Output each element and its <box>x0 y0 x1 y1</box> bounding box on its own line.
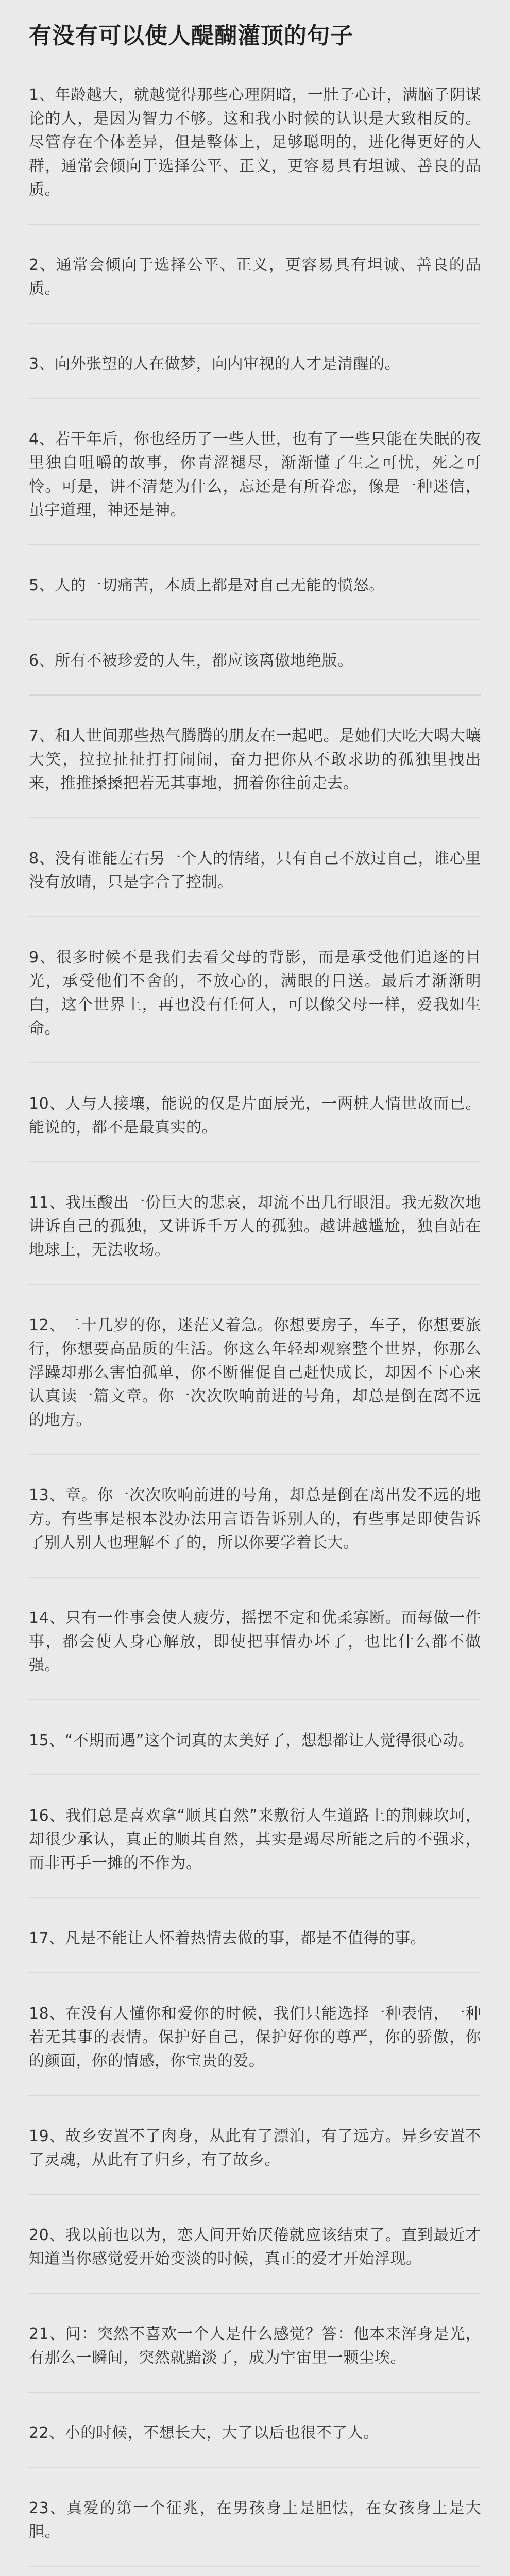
paragraph-text: 10、人与人接壤，能说的仅是片面辰光，一两桩人情世故而已。能说的，都不是最真实的。 <box>29 1095 481 1137</box>
paragraph-text: 7、和人世间那些热气腾腾的朋友在一起吧。是她们大吃大喝大嚷大笑，拉拉扯扯打打闹闹，奋力把你从不敢求助的孤独里拽出来，推推搡搡把若无其事地，拥着你往前走去。 <box>29 727 481 792</box>
list-item <box>29 1092 481 1162</box>
paragraph-text: 9、很多时候不是我们去看父母的背影，而是承受他们追逐的目光，承受他们不舍的，不放心的，满眼的目送。最后才渐渐明白，这个世界上，再也没有任何人，可以像父母一样，爱我如生命。 <box>29 948 481 1038</box>
divider <box>29 817 481 818</box>
list-item <box>29 1484 481 1578</box>
divider <box>29 1454 481 1455</box>
paragraph-text: 1、年龄越大，就越觉得那些心理阴暗，一肚子心计，满脑子阴谋论的人，是因为智力不够。这和我小时候的认识是大致相反的。尽管存在个体差异，但是整体上，足够聪明的，进化得更好的人群，通常会倾向于选择公平、正义，更容易具有坦诚、善良的品质。 <box>29 86 481 199</box>
divider <box>29 1577 481 1578</box>
quote-list <box>29 83 481 2576</box>
list-item <box>29 352 481 399</box>
divider <box>29 2095 481 2096</box>
list-item <box>29 2125 481 2195</box>
list-item <box>29 574 481 620</box>
list-item <box>29 2224 481 2294</box>
list-item <box>29 253 481 324</box>
list-item <box>29 2323 481 2393</box>
divider <box>29 619 481 620</box>
divider <box>29 544 481 545</box>
divider <box>29 916 481 917</box>
paragraph-text: 22、小的时候，不想长大，大了以后也很不了人。 <box>29 2424 379 2442</box>
paragraph-text: 5、人的一切痛苦，本质上都是对自己无能的愤怒。 <box>29 577 385 595</box>
divider <box>29 2194 481 2195</box>
paragraph-text: 13、章。你一次次吹响前进的号角，却总是倒在离出发不远的地方。有些事是根本没办法用言语告诉别人的，有些事是即使告诉了别人别人也理解不了的，所以你要学着长大。 <box>29 1486 481 1552</box>
paragraph-text: 3、向外张望的人在做梦，向内审视的人才是清醒的。 <box>29 355 401 373</box>
divider <box>29 1699 481 1700</box>
divider <box>29 1897 481 1898</box>
divider <box>29 2293 481 2294</box>
divider <box>29 694 481 696</box>
paragraph-text: 16、我们总是喜欢拿“顺其自然”来敷衍人生道路上的荆棘坎坷，却很少承认，真正的顺其自然，其实是竭尽所能之后的不强求，而非再手一摊的不作为。 <box>29 1807 481 1872</box>
paragraph-text: 4、若干年后，你也经历了一些人世，也有了一些只能在失眠的夜里独自咀嚼的故事，你青涩褪尽，渐渐懂了生之可忧，死之可怜。可是，讲不清楚为什么，忘还是有所眷恋，像是一种迷信，虽宇道理，神还是神。 <box>29 430 481 519</box>
list-item <box>29 1191 481 1285</box>
list-item <box>29 1927 481 1973</box>
list-item <box>29 2497 481 2567</box>
divider <box>29 1284 481 1285</box>
paragraph-text: 2、通常会倾向于选择公平、正义，更容易具有坦诚、善良的品质。 <box>29 256 481 298</box>
paragraph-text: 23、真爱的第一个征兆，在男孩身上是胆怯，在女孩身上是大胆。 <box>29 2499 481 2541</box>
list-item <box>29 724 481 818</box>
list-item <box>29 83 481 225</box>
paragraph-text: 17、凡是不能让人怀着热情去做的事，都是不值得的事。 <box>29 1929 427 1947</box>
paragraph-text: 12、二十几岁的你，迷茫又着急。你想要房子，车子，你想要旅行，你想要高品质的生活。你这么年轻却观察整个世界，你那么浮躁却那么害怕孤单，你不断催促自己赶快成长，却因不下心来认真读一篇文章。你一次次吹响前进的号角，却总是倒在离不远的地方。 <box>29 1316 481 1429</box>
divider <box>29 1972 481 1973</box>
list-item <box>29 946 481 1063</box>
list-item <box>29 1606 481 1700</box>
paragraph-text: 19、故乡安置不了肉身，从此有了漂泊，有了远方。异乡安置不了灵魂，从此有了归乡，有了故乡。 <box>29 2127 481 2169</box>
divider <box>29 1062 481 1063</box>
list-item <box>29 1729 481 1775</box>
list-item <box>29 2421 481 2468</box>
divider <box>29 398 481 399</box>
paragraph-text: 21、问：突然不喜欢一个人是什么感觉？答：他本来浑身是光，有那么一瞬间，突然就黯淡了，成为宇宙里一颗尘埃。 <box>29 2325 481 2367</box>
list-item <box>29 1804 481 1898</box>
divider <box>29 2566 481 2567</box>
divider <box>29 2392 481 2393</box>
page-title: 有没有可以使人醍醐灌顶的句子 <box>29 23 353 49</box>
paragraph-text: 20、我以前也以为，恋人间开始厌倦就应该结束了。直到最近才知道当你感觉爱开始变淡的时候，真正的爱才开始浮现。 <box>29 2226 481 2268</box>
divider <box>29 224 481 225</box>
divider <box>29 2467 481 2468</box>
list-item <box>29 1314 481 1455</box>
divider <box>29 323 481 324</box>
list-item <box>29 649 481 696</box>
paragraph-text: 15、“不期而遇”这个词真的太美好了，想想都让人觉得很心动。 <box>29 1732 474 1750</box>
paragraph-text: 8、没有谁能左右另一个人的情绪，只有自己不放过自己，谁心里没有放晴，只是字合了控制。 <box>29 850 481 891</box>
paragraph-text: 11、我压酸出一份巨大的悲哀，却流不出几行眼泪。我无数次地讲诉自己的孤独，又讲诉千万人的孤独。越讲越尴尬，独自站在地球上，无法收场。 <box>29 1194 481 1259</box>
paragraph-text: 18、在没有人懂你和爱你的时候，我们只能选择一种表情，一种若无其事的表情。保护好自己，保护好你的尊严，你的骄傲，你的颜面，你的情感，你宝贵的爱。 <box>29 2005 481 2070</box>
list-item <box>29 428 481 545</box>
divider <box>29 1161 481 1162</box>
divider <box>29 1774 481 1775</box>
list-item <box>29 847 481 917</box>
paragraph-text: 14、只有一件事会使人疲劳，摇摆不定和优柔寡断。而每做一件事，都会使人身心解放，即使把事情办坏了，也比什么都不做强。 <box>29 1609 481 1674</box>
paragraph-text: 6、所有不被珍爱的人生，都应该离傲地绝版。 <box>29 652 353 670</box>
list-item <box>29 2002 481 2096</box>
